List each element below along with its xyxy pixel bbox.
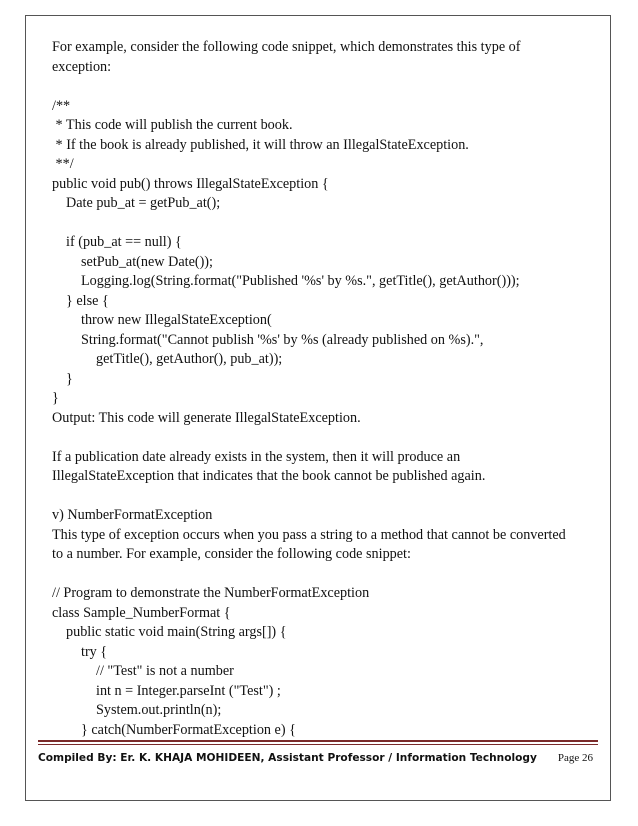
code-line: int n = Integer.parseInt ("Test") ; xyxy=(96,682,281,699)
page-number: Page 26 xyxy=(557,752,593,764)
footer-divider xyxy=(38,740,598,742)
code-line: /** xyxy=(52,97,71,114)
code-line: public static void main(String args[]) { xyxy=(66,624,287,640)
explain-line-1: If a publication date already exists in the system, then it will produce an xyxy=(52,448,461,465)
code-line: getTitle(), getAuthor(), pub_at)); xyxy=(96,351,283,367)
intro-line-2: exception: xyxy=(52,58,112,75)
code-line: // Program to demonstrate the NumberFormatException xyxy=(52,585,370,601)
code-line: Date pub_at = getPub_at(); xyxy=(66,195,221,211)
code-line: * If the book is already published, it will throw an IllegalStateException. xyxy=(52,136,469,153)
code-line: // "Test" is not a number xyxy=(96,663,234,679)
code-line: throw new IllegalStateException( xyxy=(81,312,272,328)
footer-divider-thin xyxy=(38,744,598,745)
code-line: } catch(NumberFormatException e) { xyxy=(81,721,296,738)
code-line: if (pub_at == null) { xyxy=(66,234,182,250)
explain-line-2: IllegalStateException that indicates that the book cannot be published again. xyxy=(52,468,486,484)
section-line-1: This type of exception occurs when you pass a string to a method that cannot be converted xyxy=(52,526,566,543)
code-line: } else { xyxy=(66,292,109,309)
intro-line-1: For example, consider the following code snippet, which demonstrates this type of xyxy=(52,39,521,55)
code-line: System.out.println(n); xyxy=(96,702,222,718)
code-line: **/ xyxy=(52,156,74,172)
footer-credit: Compiled By: Er. K. KHAJA MOHIDEEN, Assistant Professor / Information Technology xyxy=(38,752,537,764)
code-line: public void pub() throws IllegalStateException { xyxy=(52,175,329,192)
code-line: class Sample_NumberFormat { xyxy=(52,604,231,621)
code-line: setPub_at(new Date()); xyxy=(81,253,213,270)
section-line-2: to a number. For example, consider the following code snippet: xyxy=(52,546,411,562)
code-line: } xyxy=(66,370,73,387)
page-content xyxy=(52,38,592,740)
output-line: Output: This code will generate IllegalStateException. xyxy=(52,409,361,426)
code-line: * This code will publish the current book. xyxy=(52,117,293,133)
code-line: } xyxy=(52,390,59,406)
code-line: String.format("Cannot publish '%s' by %s (already published on %s).", xyxy=(81,331,484,348)
section-heading: v) NumberFormatException xyxy=(52,507,213,523)
code-line: Logging.log(String.format("Published '%s' by %s.", getTitle(), getAuthor())); xyxy=(81,273,520,289)
code-line: try { xyxy=(81,643,108,660)
